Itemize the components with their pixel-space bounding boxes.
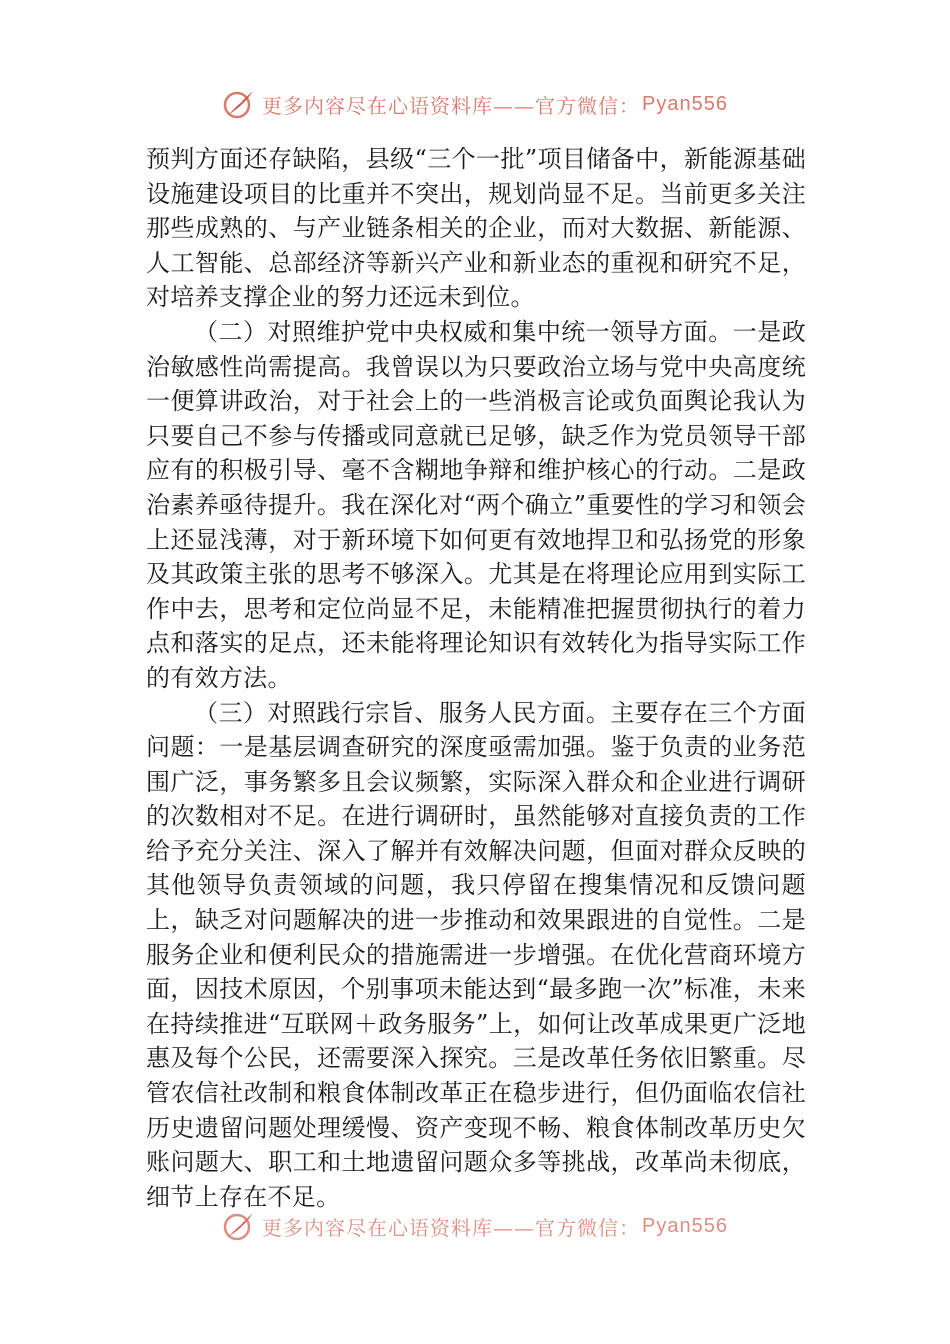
feather-circle-icon bbox=[222, 1209, 256, 1243]
paragraph-1: 预判方面还存缺陷，县级“三个一批”项目储备中，新能源基础设施建设项目的比重并不突出，规划尚显不足。当前更多关注那些成熟的、与产业链条相关的企业，而对大数据、新能源、人工智能、总部经济等新兴产业和新业态的重视和研究不足，对培养支撑企业的努力还远未到位。 bbox=[146, 145, 806, 312]
watermark-id: Pyan556 bbox=[642, 1214, 728, 1237]
watermark-text: 更多内容尽在心语资料库——官方微信： bbox=[262, 93, 641, 118]
watermark-text: 更多内容尽在心语资料库——官方微信： bbox=[262, 1215, 641, 1240]
watermark-id: Pyan556 bbox=[642, 92, 728, 115]
paragraph-2: （二）对照维护党中央权威和集中统一领导方面。一是政治敏感性尚需提高。我曾误以为只要政治立场与党中央高度统一便算讲政治，对于社会上的一些消极言论或负面舆论我认为只要自己不参与传播或同意就已足够，缺乏作为党员领导干部应有的积极引导、毫不含糊地争辩和维护核心的行动。二是政治素养亟待提升。我在深化对“两个确立”重要性的学习和领会上还显浅薄，对于新环境下如何更有效地捍卫和弘扬党的形象及其政策主张的思考不够深入。尤其是在将理论应用到实际工作中去，思考和定位尚显不足，未能精准把握贯彻执行的着力点和落实的足点，还未能将理论知识有效转化为指导实际工作的有效方法。 bbox=[146, 317, 806, 692]
paragraph-3: （三）对照践行宗旨、服务人民方面。主要存在三个方面问题：一是基层调查研究的深度亟需加强。鉴于负责的业务范围广泛，事务繁多且会议频繁，实际深入群众和企业进行调研的次数相对不足。在进行调研时，虽然能够对直接负责的工作给予充分关注、深入了解并有效解决问题，但面对群众反映的其他领导负责领域的问题，我只停留在搜集情况和反馈问题上，缺乏对问题解决的进一步推动和效果跟进的自觉性。二是服务企业和便利民众的措施需进一步增强。在优化营商环境方面，因技术原因，个别事项未能达到“最多跑一次”标准，未来在持续推进“互联网＋政务服务”上，如何让改革成果更广泛地惠及每个公民，还需要深入探究。三是改革任务依旧繁重。尽管农信社改制和粮食体制改革正在稳步进行，但仍面临农信社历史遗留问题处理缓慢、资产变现不畅、粮食体制改革历史欠账问题大、职工和土地遗留问题众多等挑战，改革尚未彻底，细节上存在不足。 bbox=[146, 698, 806, 1211]
document-body bbox=[146, 142, 806, 1214]
feather-circle-icon bbox=[222, 87, 256, 121]
footer-watermark bbox=[0, 1206, 950, 1246]
header-watermark bbox=[0, 84, 950, 124]
